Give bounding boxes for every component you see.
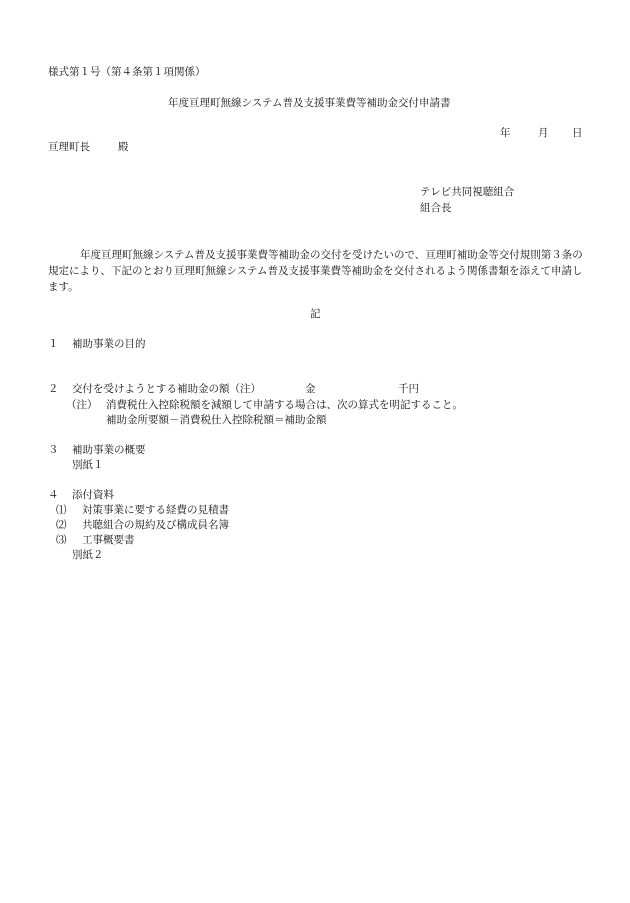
item-2-amount-prefix: 金 (305, 383, 316, 395)
document-title: 年度亘理町無線システム普及支援事業費等補助金交付申請書 (168, 97, 451, 109)
date-month: 月 (538, 127, 549, 139)
item-4-label: 添付資料 (72, 489, 114, 501)
item-2-label: 交付を受けようとする補助金の額（注） (72, 383, 261, 395)
item-4-sub: 別紙２ (72, 549, 104, 561)
item-1-label: 補助事業の目的 (72, 338, 146, 350)
attachment-1-text: 対策事業に要する経費の見積書 (82, 504, 229, 516)
item-2-number: ２ (48, 383, 59, 395)
item-3-label: 補助事業の概要 (72, 444, 146, 456)
item-3-number: ３ (48, 444, 59, 456)
attachment-1-number: ⑴ (56, 504, 67, 516)
attachment-2-text: 共聴組合の規約及び構成員名簿 (82, 519, 229, 531)
body-paragraph: 年度亘理町無線システム普及支援事業費等補助金の交付を受けたいので、亘理町補助金等交付規則第３条の規定により、下記のとおり亘理町無線システム普及支援事業費等補助金を交付されるよう関係書類を添えて申請します。 (48, 249, 583, 293)
date-year: 年 (500, 127, 511, 139)
addressee-name: 亘理町長 (48, 141, 90, 153)
applicant-org: テレビ共同視聴組合 (420, 186, 515, 198)
attachment-3-number: ⑶ (56, 534, 67, 546)
addressee-honorific: 殿 (118, 141, 129, 153)
item-1-number: １ (48, 338, 59, 350)
item-2-formula: 補助金所要額－消費税仕入控除税額＝補助金額 (106, 414, 327, 426)
item-4-number: ４ (48, 489, 59, 501)
attachment-3-text: 工事概要書 (82, 534, 135, 546)
item-2-amount-unit: 千円 (398, 383, 419, 395)
applicant-title: 組合長 (420, 202, 452, 214)
item-2-note-text: 消費税仕入控除税額を減額して申請する場合は、次の算式を明記すること。 (106, 399, 463, 411)
ki-heading: 記 (310, 308, 321, 320)
date-day: 日 (572, 127, 583, 139)
attachment-2-number: ⑵ (56, 519, 67, 531)
item-3-sub: 別紙１ (72, 459, 104, 471)
form-number: 様式第１号（第４条第１項関係） (48, 66, 206, 78)
item-2-note-label: （注） (66, 399, 98, 411)
